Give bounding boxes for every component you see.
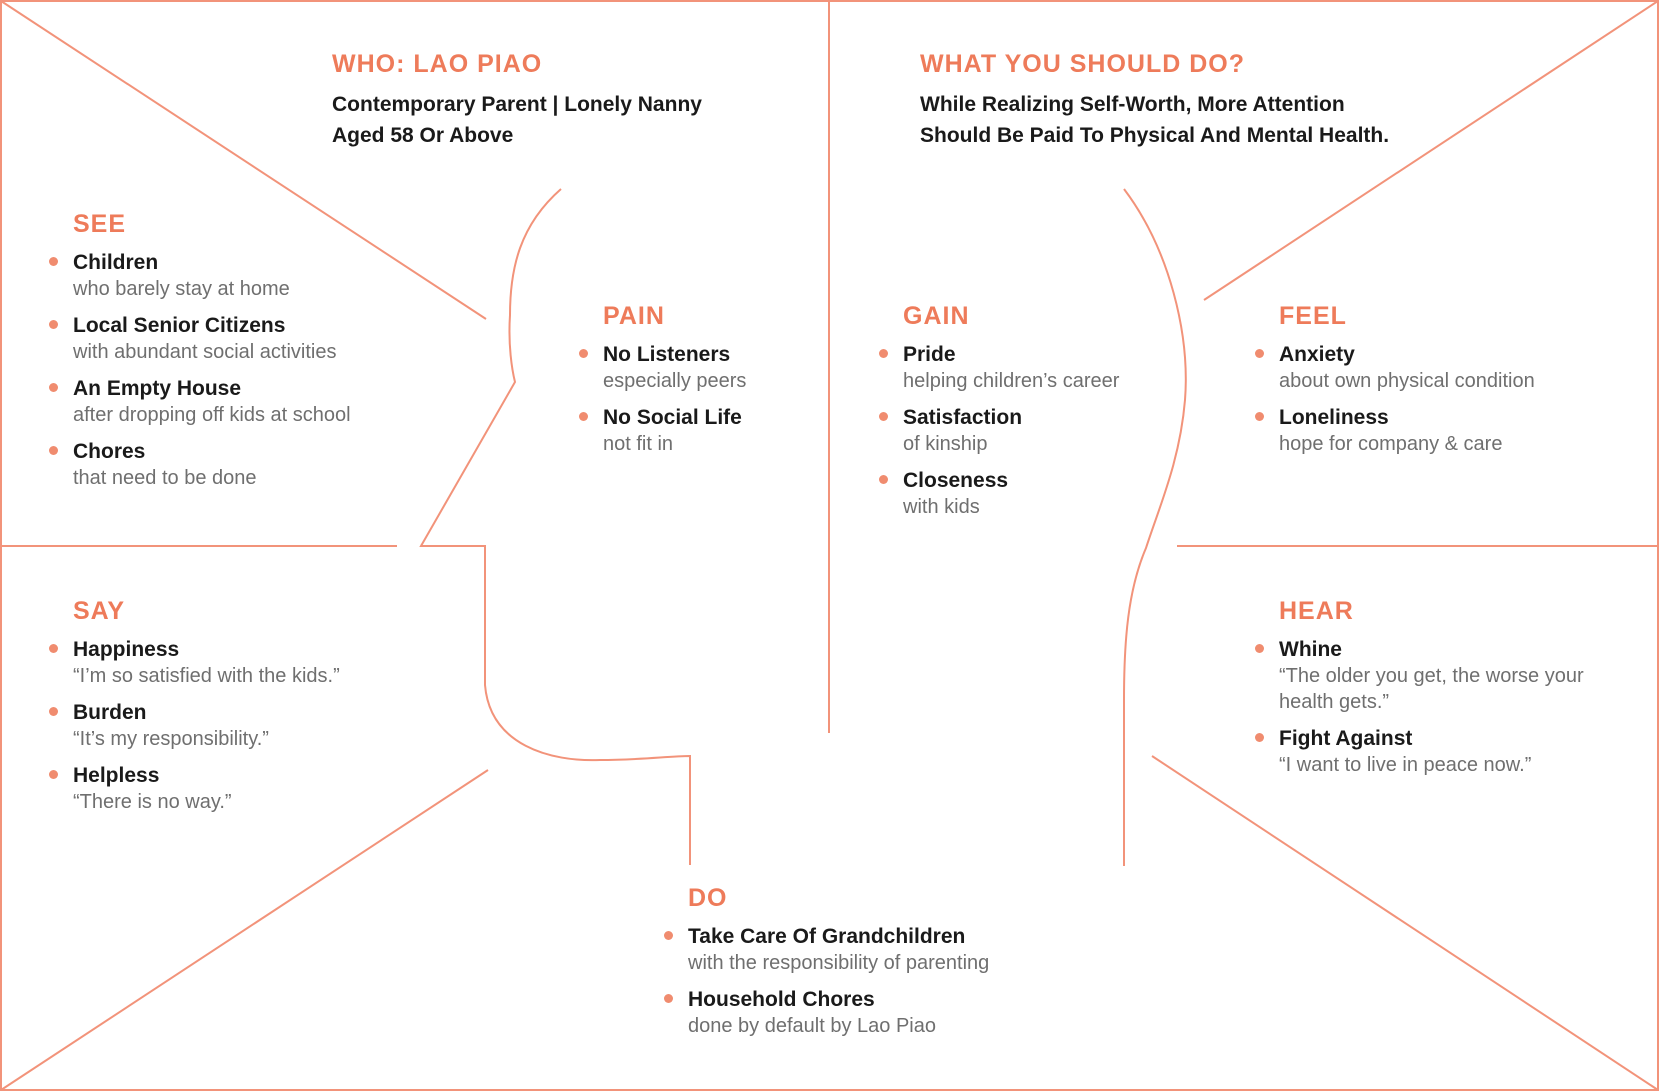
list-item: Burden “It’s my responsibility.” bbox=[73, 699, 433, 752]
list-item: Fight Against “I want to live in peace now.” bbox=[1279, 725, 1619, 778]
gain-title: GAIN bbox=[903, 302, 970, 330]
pain-list bbox=[603, 341, 813, 457]
see-title: SEE bbox=[73, 210, 127, 238]
see-section bbox=[73, 210, 433, 501]
list-item: No Listeners especially peers bbox=[603, 341, 813, 394]
list-item: Satisfaction of kinship bbox=[903, 404, 1163, 457]
do-list bbox=[688, 923, 1108, 1039]
list-item: Loneliness hope for company & care bbox=[1279, 404, 1619, 457]
bullet-dot bbox=[664, 931, 673, 940]
who-title: WHO: LAO PIAO bbox=[332, 50, 543, 78]
bullet-dot bbox=[579, 412, 588, 421]
who-section bbox=[332, 50, 792, 151]
feel-section bbox=[1279, 302, 1619, 467]
bullet-dot bbox=[1255, 733, 1264, 742]
bullet-dot bbox=[1255, 349, 1264, 358]
bullet-dot bbox=[49, 320, 58, 329]
bullet-dot bbox=[1255, 412, 1264, 421]
head-profile-left bbox=[421, 189, 690, 865]
hear-title: HEAR bbox=[1279, 597, 1354, 625]
list-item: Happiness “I’m so satisfied with the kids.” bbox=[73, 636, 433, 689]
list-item: Helpless “There is no way.” bbox=[73, 762, 433, 815]
bullet-dot bbox=[49, 707, 58, 716]
list-item: Household Chores done by default by Lao Piao bbox=[688, 986, 1108, 1039]
bullet-dot bbox=[664, 994, 673, 1003]
bullet-dot bbox=[49, 446, 58, 455]
feel-list bbox=[1279, 341, 1619, 457]
bullet-dot bbox=[879, 475, 888, 484]
gain-section bbox=[903, 302, 1163, 530]
say-section bbox=[73, 597, 433, 825]
bullet-dot bbox=[49, 257, 58, 266]
who-line-1: Contemporary Parent | Lonely Nanny bbox=[332, 93, 702, 116]
feel-title: FEEL bbox=[1279, 302, 1347, 330]
bullet-dot bbox=[1255, 644, 1264, 653]
say-list bbox=[73, 636, 433, 815]
bullet-dot bbox=[879, 412, 888, 421]
list-item: Take Care Of Grandchildren with the responsibility of parenting bbox=[688, 923, 1108, 976]
hear-section bbox=[1279, 597, 1619, 788]
diagonal-bottom-right bbox=[1152, 756, 1658, 1090]
list-item: An Empty House after dropping off kids at school bbox=[73, 375, 433, 428]
list-item: Children who barely stay at home bbox=[73, 249, 433, 302]
list-item: Whine “The older you get, the worse your health gets.” bbox=[1279, 636, 1619, 715]
list-item: Pride helping children’s career bbox=[903, 341, 1163, 394]
list-item: No Social Life not fit in bbox=[603, 404, 813, 457]
list-item: Local Senior Citizens with abundant social activities bbox=[73, 312, 433, 365]
what-line-2: Should Be Paid To Physical And Mental Health. bbox=[920, 124, 1390, 147]
list-item: Anxiety about own physical condition bbox=[1279, 341, 1619, 394]
pain-section bbox=[603, 302, 813, 467]
bullet-dot bbox=[49, 644, 58, 653]
what-section bbox=[920, 50, 1520, 151]
list-item: Closeness with kids bbox=[903, 467, 1163, 520]
bullet-dot bbox=[49, 770, 58, 779]
who-line-2: Aged 58 Or Above bbox=[332, 124, 514, 147]
what-line-1: While Realizing Self-Worth, More Attention bbox=[920, 93, 1345, 116]
say-title: SAY bbox=[73, 597, 126, 625]
see-list bbox=[73, 249, 433, 491]
gain-list bbox=[903, 341, 1163, 520]
bullet-dot bbox=[49, 383, 58, 392]
bullet-dot bbox=[879, 349, 888, 358]
pain-title: PAIN bbox=[603, 302, 665, 330]
bullet-dot bbox=[579, 349, 588, 358]
do-section bbox=[688, 884, 1108, 1049]
list-item: Chores that need to be done bbox=[73, 438, 433, 491]
do-title: DO bbox=[688, 884, 728, 912]
hear-list bbox=[1279, 636, 1619, 778]
what-title: WHAT YOU SHOULD DO? bbox=[920, 50, 1246, 78]
